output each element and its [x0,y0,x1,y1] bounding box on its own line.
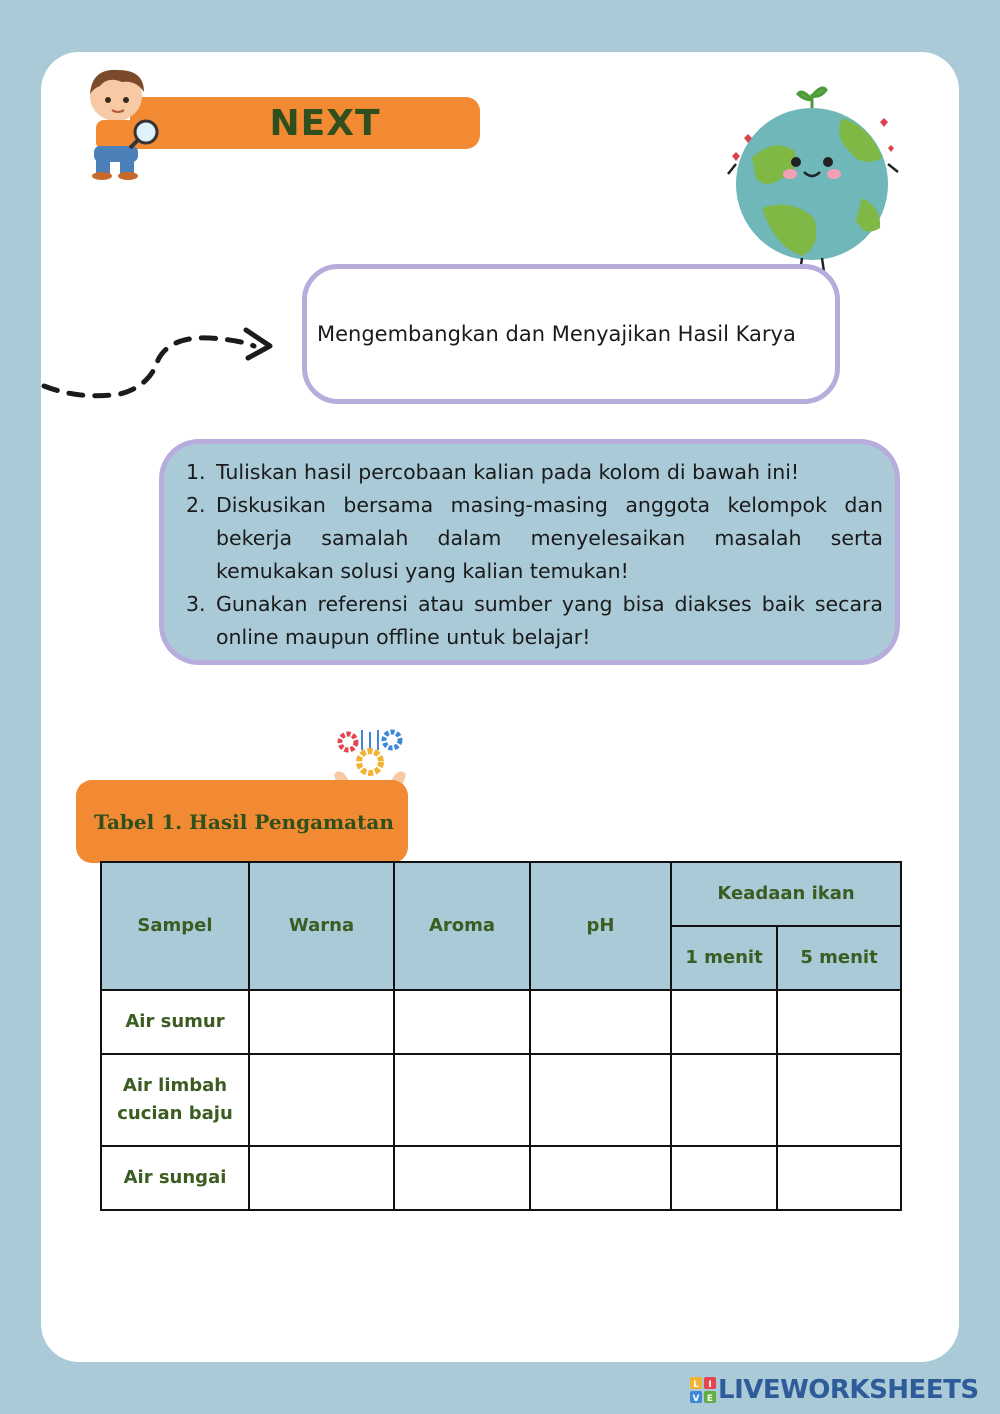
sample-cell: Air sumur [101,990,249,1054]
liveworksheets-logo[interactable] [690,1372,979,1408]
menit5-input-cell[interactable] [777,1146,901,1210]
next-banner [130,97,480,149]
kid-magnifier-illustration [70,66,166,182]
menit5-input-cell[interactable] [777,990,901,1054]
instruction-number: 1. [186,460,206,484]
instruction-text: Gunakan referensi atau sumber yang bisa diakses baik secara online maupun offline untuk belajar! [216,592,883,649]
logo-mark-letter-i: I [708,1380,712,1390]
instruction-item [186,489,883,588]
ph-input-cell[interactable] [530,990,671,1054]
aroma-input-cell[interactable] [394,1054,530,1146]
table-caption: Tabel 1. Hasil Pengamatan [94,809,394,834]
header-sampel: Sampel [101,862,249,990]
instruction-text: Tuliskan hasil percobaan kalian pada kolom di bawah ini! [216,460,800,484]
table-row [101,1146,901,1210]
instruction-item [186,588,883,654]
ph-input-cell[interactable] [530,1054,671,1146]
aroma-input-cell[interactable] [394,1146,530,1210]
warna-input-cell[interactable] [249,990,394,1054]
header-keadaan-ikan: Keadaan ikan [671,862,901,926]
instruction-item [186,456,883,489]
header-warna: Warna [249,862,394,990]
table-caption-tag [76,780,408,863]
table-row [101,1054,901,1146]
next-label: NEXT [269,102,381,144]
sample-cell: Air sungai [101,1146,249,1210]
menit1-input-cell[interactable] [671,990,777,1054]
table-row [101,990,901,1054]
section-title-box [302,264,840,404]
warna-input-cell[interactable] [249,1054,394,1146]
menit1-input-cell[interactable] [671,1146,777,1210]
ph-input-cell[interactable] [530,1146,671,1210]
header-5-menit: 5 menit [777,926,901,990]
instructions-list [186,456,883,654]
table-header-row [101,862,901,926]
warna-input-cell[interactable] [249,1146,394,1210]
header-1-menit: 1 menit [671,926,777,990]
header-aroma: Aroma [394,862,530,990]
earth-character-illustration [722,78,908,276]
logo-mark-letter-e: E [706,1394,714,1403]
menit1-input-cell[interactable] [671,1054,777,1146]
instructions-box [159,439,900,665]
liveworksheets-mark-icon [690,1377,716,1403]
section-title: Mengembangkan dan Menyajikan Hasil Karya [317,322,796,346]
instruction-text: Diskusikan bersama masing-masing anggota kelompok dan bekerja samalah dalam menyelesaikan masalah serta kemukakan solusi yang kalian temukan! [216,493,883,583]
header-ph: pH [530,862,671,990]
observation-table [100,861,902,1211]
sample-cell: Air limbah cucian baju [101,1054,249,1146]
menit5-input-cell[interactable] [777,1054,901,1146]
instruction-number: 3. [186,592,206,616]
logo-mark-letter-v: V [692,1394,700,1403]
instruction-number: 2. [186,493,206,517]
dashed-arrow-icon [40,320,280,410]
logo-text: LIVEWORKSHEETS [718,1375,979,1405]
aroma-input-cell[interactable] [394,990,530,1054]
logo-mark-letter-l: L [693,1380,699,1390]
